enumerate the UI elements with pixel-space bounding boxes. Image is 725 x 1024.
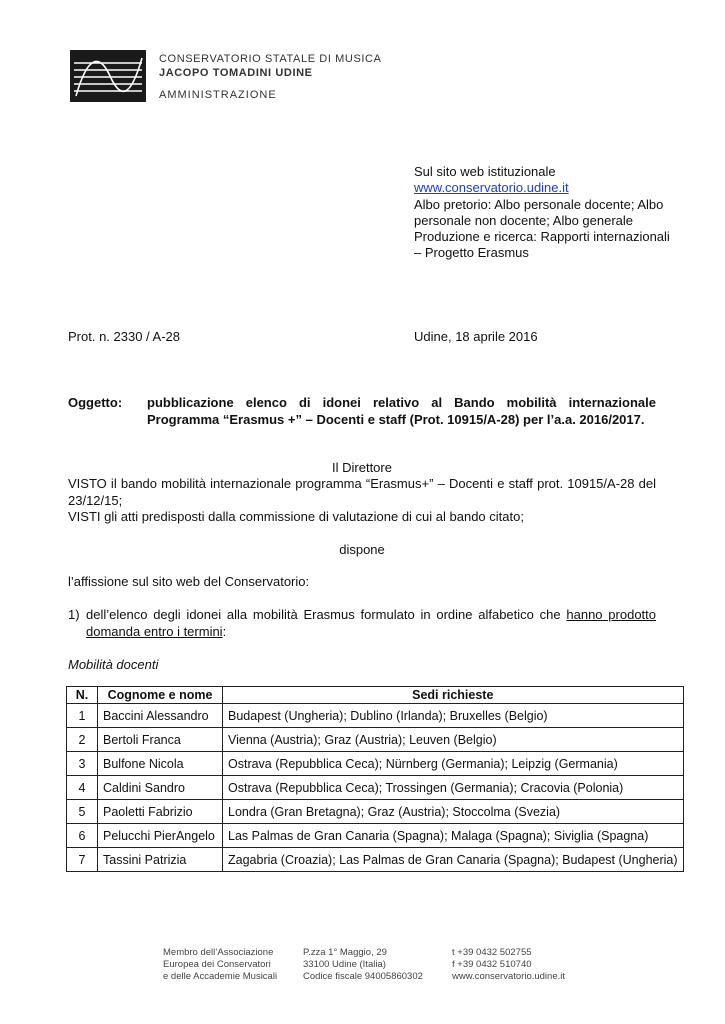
row-sedi: Budapest (Ungheria); Dublino (Irlanda); Bruxelles (Belgio) xyxy=(223,704,684,728)
table-row xyxy=(67,704,684,728)
publication-intro: Sul sito web istituzionale xyxy=(414,164,556,179)
table-row xyxy=(67,800,684,824)
publication-section: Produzione e ricerca: Rapporti internazionali – Progetto Erasmus xyxy=(414,229,670,261)
row-name: Baccini Alessandro xyxy=(98,704,223,728)
row-number: 5 xyxy=(67,800,98,824)
header-number: N. xyxy=(67,687,98,704)
row-name: Pelucchi PierAngelo xyxy=(98,824,223,848)
section-title: Mobilità docenti xyxy=(68,657,159,672)
document-date: Udine, 18 aprile 2016 xyxy=(414,329,538,344)
website-link[interactable]: www.conservatorio.udine.it xyxy=(414,180,569,196)
table-header-row xyxy=(67,687,684,704)
org-department: AMMINISTRAZIONE xyxy=(159,89,277,101)
row-sedi: Ostrava (Repubblica Ceca); Nürnberg (Germania); Leipzig (Germania) xyxy=(223,752,684,776)
header-name: Cognome e nome xyxy=(98,687,223,704)
row-name: Tassini Patrizia xyxy=(98,848,223,872)
org-subname: JACOPO TOMADINI UDINE xyxy=(159,67,313,79)
table-row xyxy=(67,848,684,872)
row-name: Caldini Sandro xyxy=(98,776,223,800)
row-sedi: Ostrava (Repubblica Ceca); Trossingen (Germania); Cracovia (Polonia) xyxy=(223,776,684,800)
list-item-number: 1) xyxy=(68,607,80,622)
table-row xyxy=(67,776,684,800)
row-name: Paoletti Fabrizio xyxy=(98,800,223,824)
table-row xyxy=(67,824,684,848)
subject-text: pubblicazione elenco di idonei relativo al Bando mobilità internazionale Programma “Erasmus +” – Docenti e staff (Prot. 10915/A-28) per l’a.a. 2016/2017. xyxy=(147,395,656,427)
visti-paragraph: VISTI gli atti predisposti dalla commissione di valutazione di cui al bando citato; xyxy=(68,509,524,524)
publication-albo: Albo pretorio: Albo personale docente; Albo personale non docente; Albo generale xyxy=(414,196,664,228)
row-number: 2 xyxy=(67,728,98,752)
organization-header xyxy=(159,52,382,102)
underlined-phrase: hanno prodotto domanda entro i termini xyxy=(86,607,657,639)
visto-paragraph: VISTO il bando mobilità internazionale programma “Erasmus+” – Docenti e staff prot. 10915/A-28 del 23/12/15; xyxy=(68,476,656,508)
row-sedi: Vienna (Austria); Graz (Austria); Leuven (Belgio) xyxy=(223,728,684,752)
row-number: 6 xyxy=(67,824,98,848)
footer-fax: f +39 0432 510740 xyxy=(452,959,532,970)
row-sedi: Londra (Gran Bretagna); Graz (Austria); Stoccolma (Svezia) xyxy=(223,800,684,824)
director-heading: Il Direttore xyxy=(332,460,392,475)
list-item-text: dell’elenco degli idonei alla mobilità Erasmus formulato in ordine alfabetico che hanno prodotto domanda entro i termini: xyxy=(86,607,657,639)
footer-website[interactable]: www.conservatorio.udine.it xyxy=(452,971,565,982)
footer-association: Membro dell’Associazione Europea dei Conservatori e delle Accademie Musicali xyxy=(163,947,278,982)
row-number: 1 xyxy=(67,704,98,728)
row-name: Bulfone Nicola xyxy=(98,752,223,776)
conservatorio-logo xyxy=(70,50,146,102)
protocol-number: Prot. n. 2330 / A-28 xyxy=(68,329,181,344)
row-number: 3 xyxy=(67,752,98,776)
header-sedi: Sedi richieste xyxy=(223,687,684,704)
row-number: 4 xyxy=(67,776,98,800)
affissione-paragraph: l’affissione sul sito web del Conservatorio: xyxy=(68,574,310,589)
publication-block xyxy=(414,164,674,262)
dispone-heading: dispone xyxy=(339,542,385,557)
org-name: CONSERVATORIO STATALE DI MUSICA xyxy=(159,53,382,65)
subject-label: Oggetto: xyxy=(68,395,123,410)
table-row xyxy=(67,728,684,752)
footer-address: P.zza 1° Maggio, 29 33100 Udine (Italia) Codice fiscale 94005860302 xyxy=(303,947,423,982)
row-sedi: Zagabria (Croazia); Las Palmas de Gran Canaria (Spagna); Budapest (Ungheria) xyxy=(223,848,684,872)
footer-contacts xyxy=(452,947,565,983)
footer-phone: t +39 0432 502755 xyxy=(452,947,532,958)
row-name: Bertoli Franca xyxy=(98,728,223,752)
mobility-table xyxy=(66,686,684,872)
table-row xyxy=(67,752,684,776)
list-item xyxy=(68,606,656,640)
row-sedi: Las Palmas de Gran Canaria (Spagna); Malaga (Spagna); Siviglia (Spagna) xyxy=(223,824,684,848)
row-number: 7 xyxy=(67,848,98,872)
